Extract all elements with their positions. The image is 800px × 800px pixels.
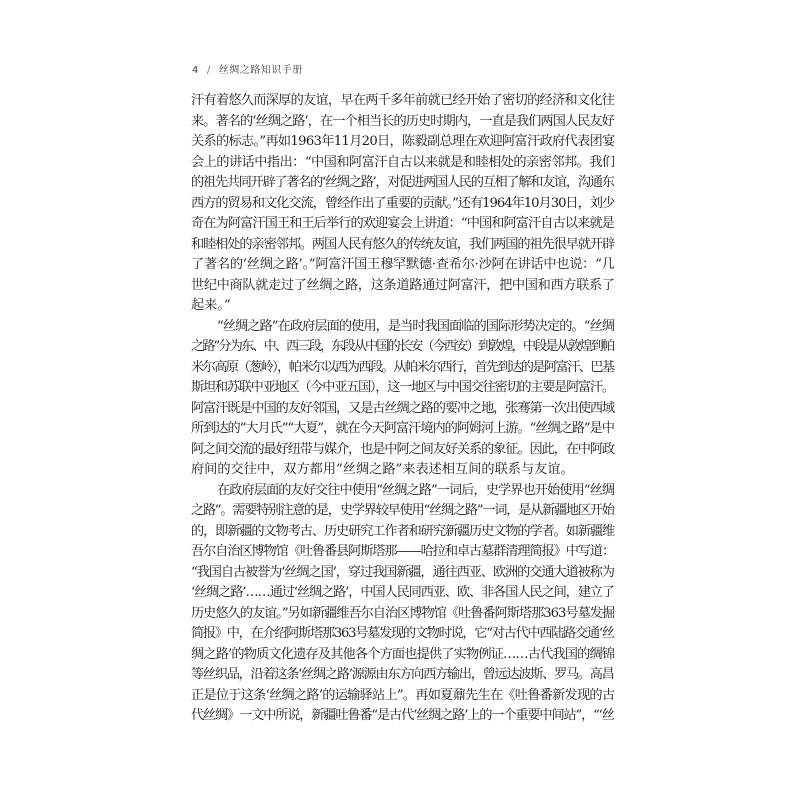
text-line: 了著名的‘丝绸之路’。”阿富汗国王穆罕默德·查希尔·沙阿在讲话中也说：“几 <box>191 257 615 272</box>
text-line: “我国自古被誉为‘丝绸之国’，穿过我国新疆，通往西亚、欧洲的交通大道被称为 <box>191 564 614 580</box>
text-line: 在政府层面的友好交往中使用“丝绸之路”一词后，史学界也开始使用“丝绸 <box>217 482 615 498</box>
text-line: 历史悠久的友谊。”另如新疆维吾尔自治区博物馆《吐鲁番阿斯塔那363号墓发掘 <box>191 605 615 621</box>
text-line: 米尔高原（葱岭），帕米尔以西为西段。从帕米尔西行，首先到达的是阿富汗、巴基 <box>191 359 614 375</box>
text-line: 和睦相处的亲密邻邦。两国人民有悠久的传统友谊，我们两国的祖先很早就开辟 <box>191 236 615 252</box>
text-line: 阿富汗既是中国的友好邻国，又是古丝绸之路的要冲之地，张骞第一次出使西域 <box>191 400 615 416</box>
text-line: 起来。” <box>191 298 231 313</box>
text-line: 代丝绸》一文中所说，新疆吐鲁番“是古代‘丝绸之路’上的一个重要中间站”，“‘丝 <box>191 708 614 723</box>
text-line: 世纪中商队就走过了丝绸之路，这条道路通过阿富汗，把中国和西方联系了 <box>191 277 615 293</box>
text-line: 之路”分为东、中、西三段，东段从中国的长安（今西安）到敦煌，中段是从敦煌到帕 <box>191 339 614 354</box>
text-line: 所到达的“大月氏”“大夏”，就在今天阿富汗境内的阿姆河上游。“丝绸之路”是中 <box>191 421 614 436</box>
header-separator: / <box>206 65 211 76</box>
text-line: 府间的交往中，双方都用“丝绸之路”来表述相互间的联系与友谊。 <box>191 462 574 477</box>
body-text <box>191 91 615 727</box>
text-line: 斯坦和苏联中亚地区（今中亚五国），这一地区与中国交往密切的主要是阿富汗。 <box>191 380 614 395</box>
text-line: 阿之间交流的最好纽带与媒介，也是中阿之间友好关系的象征。因此，在中阿政 <box>191 441 615 457</box>
text-line: 奇在为阿富汗国王和王后举行的欢迎宴会上讲道：“中国和阿富汗自古以来就是 <box>191 216 614 231</box>
text-line: 简报》中，在介绍阿斯塔那363号墓发现的文物时说，它“对古代中西陆路交通‘丝 <box>191 626 614 641</box>
text-line: 绸之路’的物质文化遗存及其他各个方面也提供了实物例证……古代我国的绸锦 <box>191 646 615 662</box>
text-line: 等丝织品，沿着这条‘丝绸之路’源源由东方向西方输出，曾远达波斯、罗马。高昌 <box>191 667 614 682</box>
text-line: 西方的贸易和文化交流，曾经作出了重要的贡献。”还有1964年10月30日，刘少 <box>191 195 615 211</box>
text-line: 之路”。需要特别注意的是，史学界较早使用“丝绸之路”一词，是从新疆地区开始 <box>191 503 614 518</box>
text-line: ‘丝绸之路’……通过‘丝绸之路’，中国人民同西亚、欧、非各国人民之间，建立了 <box>191 585 614 600</box>
page-number: 4 <box>192 65 199 76</box>
text-line: 吾尔自治区博物馆《吐鲁番县阿斯塔那——哈拉和卓古墓群清理简报》中写道： <box>191 544 615 559</box>
running-head <box>192 61 303 76</box>
text-line: 的，即新疆的文物考古、历史研究工作者和研究新疆历史文物的学者。如新疆维 <box>191 523 615 539</box>
text-line: 汗有着悠久而深厚的友谊，早在两千多年前就已经开始了密切的经济和文化往 <box>191 93 615 108</box>
text-line: 关系的标志。”再如1963年11月20日，陈毅副总理在欢迎阿富汗政府代表团宴 <box>191 134 615 149</box>
text-line: “丝绸之路”在政府层面的使用，是当时我国面临的国际形势决定的。“丝绸 <box>217 318 615 334</box>
text-line: 会上的讲话中指出：“中国和阿富汗自古以来就是和睦相处的亲密邻邦。我们 <box>191 154 615 170</box>
text-line: 正是位于这条‘丝绸之路’的运输驿站上”。再如夏鼐先生在《吐鲁番新发现的古 <box>191 687 615 703</box>
book-title: 丝绸之路知识手册 <box>218 65 303 76</box>
text-line: 的祖先共同开辟了著名的‘丝绸之路’，对促进两国人民的互相了解和友谊，沟通东 <box>191 175 614 190</box>
text-line: 来。著名的‘丝绸之路’，在一个相当长的历史时期内，一直是我们两国人民友好 <box>191 113 614 129</box>
